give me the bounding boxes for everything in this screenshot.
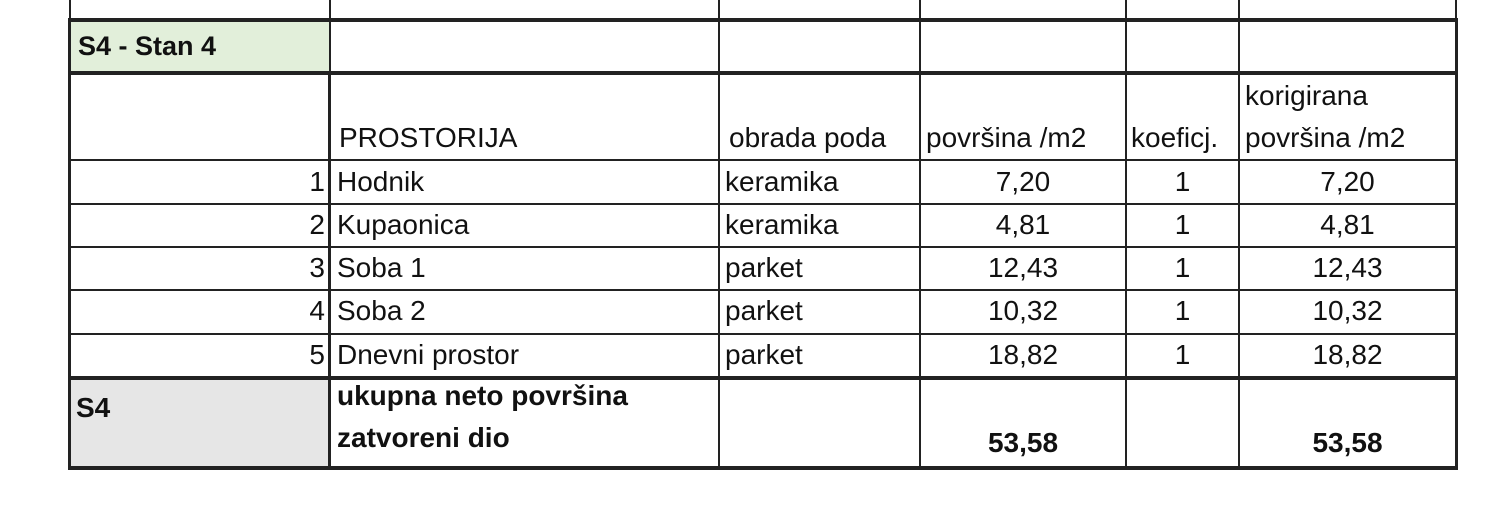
total-label-line1: ukupna neto površina [337,380,628,411]
row-number: 3 [309,252,325,283]
total-label-line2: zatvoreni dio [337,422,510,453]
row-number: 5 [309,339,325,370]
header-corrected-line2: površina /m2 [1245,122,1406,153]
header-floor: obrada poda [729,122,887,153]
corrected-area-value: 10,32 [1312,295,1383,326]
floor-finish: keramika [725,166,839,197]
corrected-area-value: 7,20 [1320,166,1375,197]
corrected-area-value: 4,81 [1320,209,1375,240]
header-corrected-line1: korigirana [1245,80,1368,111]
corrected-area-value: 18,82 [1312,339,1383,370]
coef-value: 1 [1174,252,1191,283]
section-title: S4 - Stan 4 [78,31,217,61]
floor-finish: parket [725,295,803,326]
corrected-area-value: 12,43 [1312,252,1383,283]
floor-finish: keramika [725,209,839,240]
coef-value: 1 [1174,339,1191,370]
room-name: Soba 2 [337,295,426,326]
header-room: PROSTORIJA [339,122,518,153]
total-area-value: 53,58 [987,427,1059,458]
room-name: Hodnik [337,166,425,197]
total-corrected-area-value: 53,58 [1312,427,1383,458]
area-value: 7,20 [995,166,1051,197]
header-area: površina /m2 [926,122,1087,153]
row-number: 2 [309,209,325,240]
coef-value: 1 [1174,209,1191,240]
row-number: 1 [309,166,325,197]
area-value: 12,43 [987,252,1059,283]
header-coef: koeficj. [1131,122,1219,153]
area-value: 10,32 [987,295,1059,326]
floor-finish: parket [725,339,803,370]
room-name: Kupaonica [337,209,470,240]
coef-value: 1 [1174,166,1191,197]
row-number: 4 [309,295,325,326]
coef-value: 1 [1174,295,1191,326]
floor-finish: parket [725,252,803,283]
room-name: Soba 1 [337,252,426,283]
total-code: S4 [76,392,111,423]
room-name: Dnevni prostor [337,339,520,370]
area-value: 18,82 [987,339,1059,370]
area-value: 4,81 [995,209,1051,240]
